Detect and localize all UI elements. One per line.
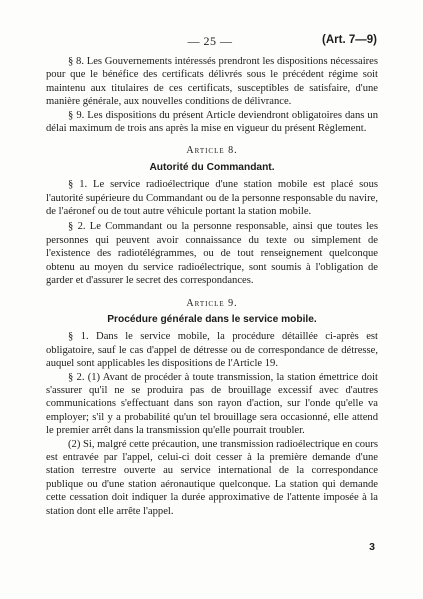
article-8-title: Autorité du Commandant.: [149, 161, 275, 173]
article-reference: (Art. 7—9): [322, 34, 377, 46]
page-number: — 25 —: [187, 34, 233, 48]
body-text: [46, 55, 378, 518]
paragraph-9: § 9. Les dispositions du présent Article deviendront obligatoires dans un délai maximum de trois ans après la mise en vigueur du présent Règlement.: [46, 109, 378, 135]
article-8-paragraph-1: § 1. Le service radioélectrique d'une station mobile est placé sous l'autorité supérieure du Commandant ou de la personne responsable du navire, de l'aéronef ou de tout autre véhicule portant la station mobile.: [46, 179, 378, 218]
article-9-title: Procédure générale dans le service mobile.: [107, 313, 317, 325]
article-9-paragraph-2: § 2. (1) Avant de procéder à toute transmission, la station émettrice doit s'assurer qu'il ne se produira pas de brouillage excessif avec d'autres communications s'effectuant dans son rayon d'action, sur l'onde qu'elle va employer; s'il y a probabilité qu'un tel brouillage sera occasionné, elle attend le premier arrêt dans la transmission qu'elle pourrait troubler.: [46, 371, 378, 437]
paragraph-8: § 8. Les Gouvernements intéressés prendront les dispositions nécessaires pour que le bénéfice des certificats délivrés sous le précédent régime soit maintenu aux titulaires de ces certificats, susceptibles de satisfaire, d'une manière générale, aux nouvelles conditions de délivrance.: [46, 56, 378, 108]
article-8-paragraph-2: § 2. Le Commandant ou la personne responsable, ainsi que toutes les personnes qui peuvent avoir connaissance du texte ou simplement de l'existence des radiotélégrammes, ou de tout renseignement quelconque obtenu au moyen du service radioélectrique, sont soumis à l'obligation de garder et d'assurer le secret des correspondances.: [46, 221, 378, 287]
footer-page-index: 3: [369, 541, 375, 553]
article-9-heading: Article 9.: [186, 297, 238, 309]
article-9-paragraph-3: (2) Si, malgré cette précaution, une transmission radioélectrique en cours est entravée par l'appel, celui-ci doit cesser à la première demande d'une station terrestre ouverte au service international de la correspondance publique ou d'une station aéronautique quelconque. La station qui demande cette cessation doit indiquer la durée approximative de l'attente imposée à la station dont elle arrête l'appel.: [46, 438, 378, 517]
article-8-heading: Article 8.: [186, 145, 238, 157]
article-9-paragraph-1: § 1. Dans le service mobile, la procédure détaillée ci-après est obligatoire, sauf le cas d'appel de détresse ou de correspondance de détresse, auquel sont applicables les dispositions de l'Article 19.: [46, 331, 378, 370]
